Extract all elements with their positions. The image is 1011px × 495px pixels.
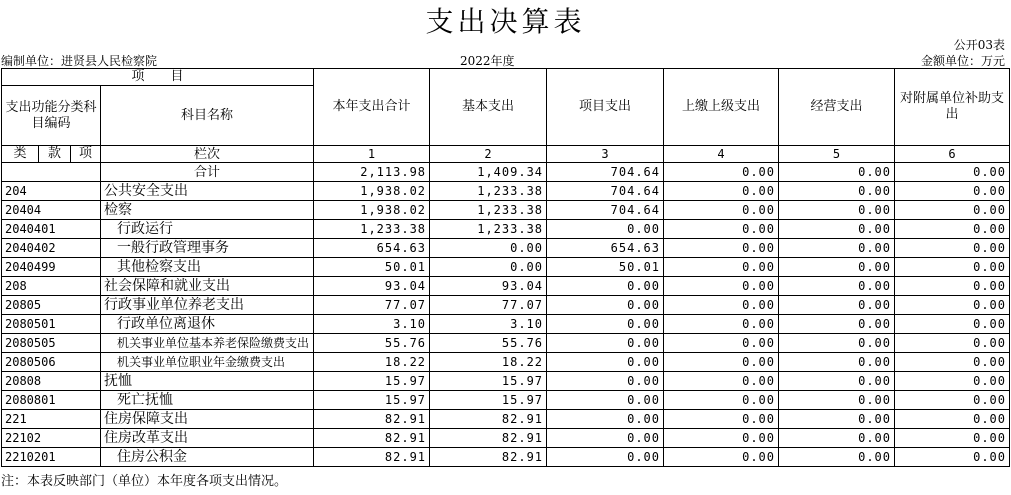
table-row: [2, 391, 1010, 410]
row-value: 0.00: [779, 277, 895, 296]
table-row: [2, 277, 1010, 296]
row-value: 0.00: [895, 429, 1010, 448]
row-value: 0.00: [547, 429, 664, 448]
row-value: 0.00: [779, 391, 895, 410]
row-value: 50.01: [547, 258, 664, 277]
table-row: [2, 353, 1010, 372]
row-value: 0.00: [547, 353, 664, 372]
row-subject-name: 检察: [101, 201, 314, 220]
row-subject-name: 行政事业单位养老支出: [101, 296, 314, 315]
row-value: 0.00: [895, 334, 1010, 353]
total-value: 0.00: [664, 163, 779, 182]
row-value: 0.00: [547, 391, 664, 410]
header-col-total: 本年支出合计: [314, 69, 430, 146]
row-value: 0.00: [895, 296, 1010, 315]
header-row-item: [2, 69, 1010, 86]
header-col-subsidiary: 对附属单位补助支出: [895, 69, 1010, 146]
row-subject-name: 机关事业单位基本养老保险缴费支出: [101, 334, 314, 353]
compiling-unit: 编制单位：进贤县人民检察院: [1, 54, 158, 68]
row-value: 15.97: [314, 372, 430, 391]
row-code: 20805: [2, 296, 101, 315]
row-subject-name: 行政单位离退休: [101, 315, 314, 334]
row-value: 0.00: [547, 410, 664, 429]
row-value: 1,938.02: [314, 182, 430, 201]
row-value: 0.00: [664, 353, 779, 372]
row-subject-name: 行政运行: [101, 220, 314, 239]
row-code: 2040401: [2, 220, 101, 239]
row-subject-name: 住房改革支出: [101, 429, 314, 448]
row-code: 204: [2, 182, 101, 201]
row-value: 0.00: [430, 258, 547, 277]
row-code: 2210201: [2, 448, 101, 467]
row-value: 0.00: [664, 220, 779, 239]
row-subject-name: 一般行政管理事务: [101, 239, 314, 258]
row-value: 0.00: [779, 315, 895, 334]
table-row: [2, 220, 1010, 239]
row-value: 1,938.02: [314, 201, 430, 220]
row-code: 2040402: [2, 239, 101, 258]
row-value: 0.00: [430, 239, 547, 258]
row-value: 0.00: [664, 201, 779, 220]
row-value: 93.04: [430, 277, 547, 296]
row-value: 82.91: [430, 429, 547, 448]
table-row: [2, 448, 1010, 467]
row-value: 0.00: [664, 258, 779, 277]
table-row: [2, 258, 1010, 277]
row-value: 0.00: [779, 353, 895, 372]
row-value: 0.00: [664, 277, 779, 296]
row-value: 50.01: [314, 258, 430, 277]
total-value: 704.64: [547, 163, 664, 182]
row-value: 0.00: [547, 296, 664, 315]
row-value: 77.07: [430, 296, 547, 315]
header-kuan: 款: [39, 146, 71, 163]
row-value: 15.97: [430, 372, 547, 391]
header-lei: 类: [2, 146, 39, 163]
col-number-4: 4: [664, 146, 779, 163]
row-value: 0.00: [895, 258, 1010, 277]
header-line-label: 栏次: [101, 146, 314, 163]
row-value: 0.00: [779, 201, 895, 220]
header-col-operating: 经营支出: [779, 69, 895, 146]
row-value: 0.00: [664, 296, 779, 315]
footnote: 注：本表反映部门（单位）本年度各项支出情况。: [1, 474, 288, 489]
row-value: 0.00: [895, 239, 1010, 258]
col-number-3: 3: [547, 146, 664, 163]
row-value: 1,233.38: [314, 220, 430, 239]
header-col-project: 项目支出: [547, 69, 664, 146]
table-row: [2, 239, 1010, 258]
total-value: 2,113.98: [314, 163, 430, 182]
table-row: [2, 201, 1010, 220]
row-value: 82.91: [430, 410, 547, 429]
col-number-5: 5: [779, 146, 895, 163]
total-value: 0.00: [779, 163, 895, 182]
row-value: 704.64: [547, 182, 664, 201]
row-code: 20808: [2, 372, 101, 391]
row-value: 0.00: [779, 182, 895, 201]
row-value: 15.97: [430, 391, 547, 410]
row-value: 0.00: [779, 410, 895, 429]
row-subject-name: 住房公积金: [101, 448, 314, 467]
col-number-6: 6: [895, 146, 1010, 163]
row-subject-name: 其他检察支出: [101, 258, 314, 277]
table-row: [2, 315, 1010, 334]
money-unit: 金额单位：万元: [920, 54, 1005, 68]
table-row: [2, 410, 1010, 429]
table-body: [2, 69, 1010, 467]
header-func-code: 支出功能分类科目编码: [2, 86, 101, 146]
row-subject-name: 抚恤: [101, 372, 314, 391]
row-value: 0.00: [664, 448, 779, 467]
row-value: 3.10: [314, 315, 430, 334]
row-value: 0.00: [895, 391, 1010, 410]
row-value: 0.00: [779, 334, 895, 353]
total-code-cell: [2, 163, 101, 182]
row-code: 2080501: [2, 315, 101, 334]
table-row: [2, 429, 1010, 448]
header-xiang: 项: [71, 146, 101, 163]
row-value: 82.91: [314, 410, 430, 429]
header-col-basic: 基本支出: [430, 69, 547, 146]
row-value: 0.00: [895, 315, 1010, 334]
fiscal-year: 2022年度: [460, 54, 515, 68]
row-value: 0.00: [895, 372, 1010, 391]
header-col-remit-upper: 上缴上级支出: [664, 69, 779, 146]
row-value: 82.91: [314, 448, 430, 467]
row-value: 82.91: [430, 448, 547, 467]
report-title: 支出决算表: [425, 5, 586, 38]
table-row: [2, 334, 1010, 353]
row-value: 93.04: [314, 277, 430, 296]
row-value: 0.00: [547, 315, 664, 334]
row-value: 0.00: [664, 372, 779, 391]
row-code: 2080505: [2, 334, 101, 353]
table-row: [2, 182, 1010, 201]
row-value: 77.07: [314, 296, 430, 315]
row-value: 1,233.38: [430, 201, 547, 220]
row-value: 0.00: [779, 258, 895, 277]
row-value: 0.00: [664, 315, 779, 334]
total-value: 1,409.34: [430, 163, 547, 182]
row-value: 0.00: [664, 334, 779, 353]
expenditure-table: [1, 68, 1010, 467]
table-row: [2, 372, 1010, 391]
row-value: 654.63: [314, 239, 430, 258]
total-label: 合计: [101, 163, 314, 182]
row-value: 55.76: [430, 334, 547, 353]
row-value: 0.00: [895, 448, 1010, 467]
row-value: 0.00: [895, 220, 1010, 239]
form-code: 公开03表: [953, 38, 1005, 52]
header-item: 项 目: [2, 69, 314, 86]
row-value: 0.00: [779, 372, 895, 391]
row-value: 0.00: [779, 220, 895, 239]
row-value: 0.00: [895, 410, 1010, 429]
row-value: 1,233.38: [430, 220, 547, 239]
col-number-2: 2: [430, 146, 547, 163]
row-code: 221: [2, 410, 101, 429]
total-value: 0.00: [895, 163, 1010, 182]
row-value: 654.63: [547, 239, 664, 258]
row-value: 0.00: [664, 391, 779, 410]
row-value: 0.00: [664, 182, 779, 201]
row-value: 15.97: [314, 391, 430, 410]
row-value: 3.10: [430, 315, 547, 334]
table-row: [2, 296, 1010, 315]
row-value: 0.00: [895, 277, 1010, 296]
row-value: 0.00: [547, 334, 664, 353]
row-value: 82.91: [314, 429, 430, 448]
row-code: 2080506: [2, 353, 101, 372]
row-value: 0.00: [895, 353, 1010, 372]
row-code: 22102: [2, 429, 101, 448]
header-subject-name: 科目名称: [101, 86, 314, 146]
row-value: 0.00: [664, 239, 779, 258]
row-code: 2040499: [2, 258, 101, 277]
row-value: 18.22: [314, 353, 430, 372]
row-value: 0.00: [547, 220, 664, 239]
row-value: 0.00: [779, 239, 895, 258]
row-value: 0.00: [664, 429, 779, 448]
row-value: 0.00: [779, 448, 895, 467]
row-value: 0.00: [547, 277, 664, 296]
row-subject-name: 公共安全支出: [101, 182, 314, 201]
row-code: 20404: [2, 201, 101, 220]
row-subject-name: 住房保障支出: [101, 410, 314, 429]
row-value: 55.76: [314, 334, 430, 353]
row-value: 18.22: [430, 353, 547, 372]
row-value: 704.64: [547, 201, 664, 220]
row-value: 1,233.38: [430, 182, 547, 201]
total-row: [2, 163, 1010, 182]
col-number-1: 1: [314, 146, 430, 163]
row-value: 0.00: [779, 429, 895, 448]
row-value: 0.00: [547, 372, 664, 391]
row-code: 208: [2, 277, 101, 296]
row-value: 0.00: [547, 448, 664, 467]
row-value: 0.00: [779, 296, 895, 315]
row-value: 0.00: [895, 201, 1010, 220]
row-value: 0.00: [895, 182, 1010, 201]
row-subject-name: 社会保障和就业支出: [101, 277, 314, 296]
row-value: 0.00: [664, 410, 779, 429]
row-subject-name: 机关事业单位职业年金缴费支出: [101, 353, 314, 372]
row-subject-name: 死亡抚恤: [101, 391, 314, 410]
row-code: 2080801: [2, 391, 101, 410]
